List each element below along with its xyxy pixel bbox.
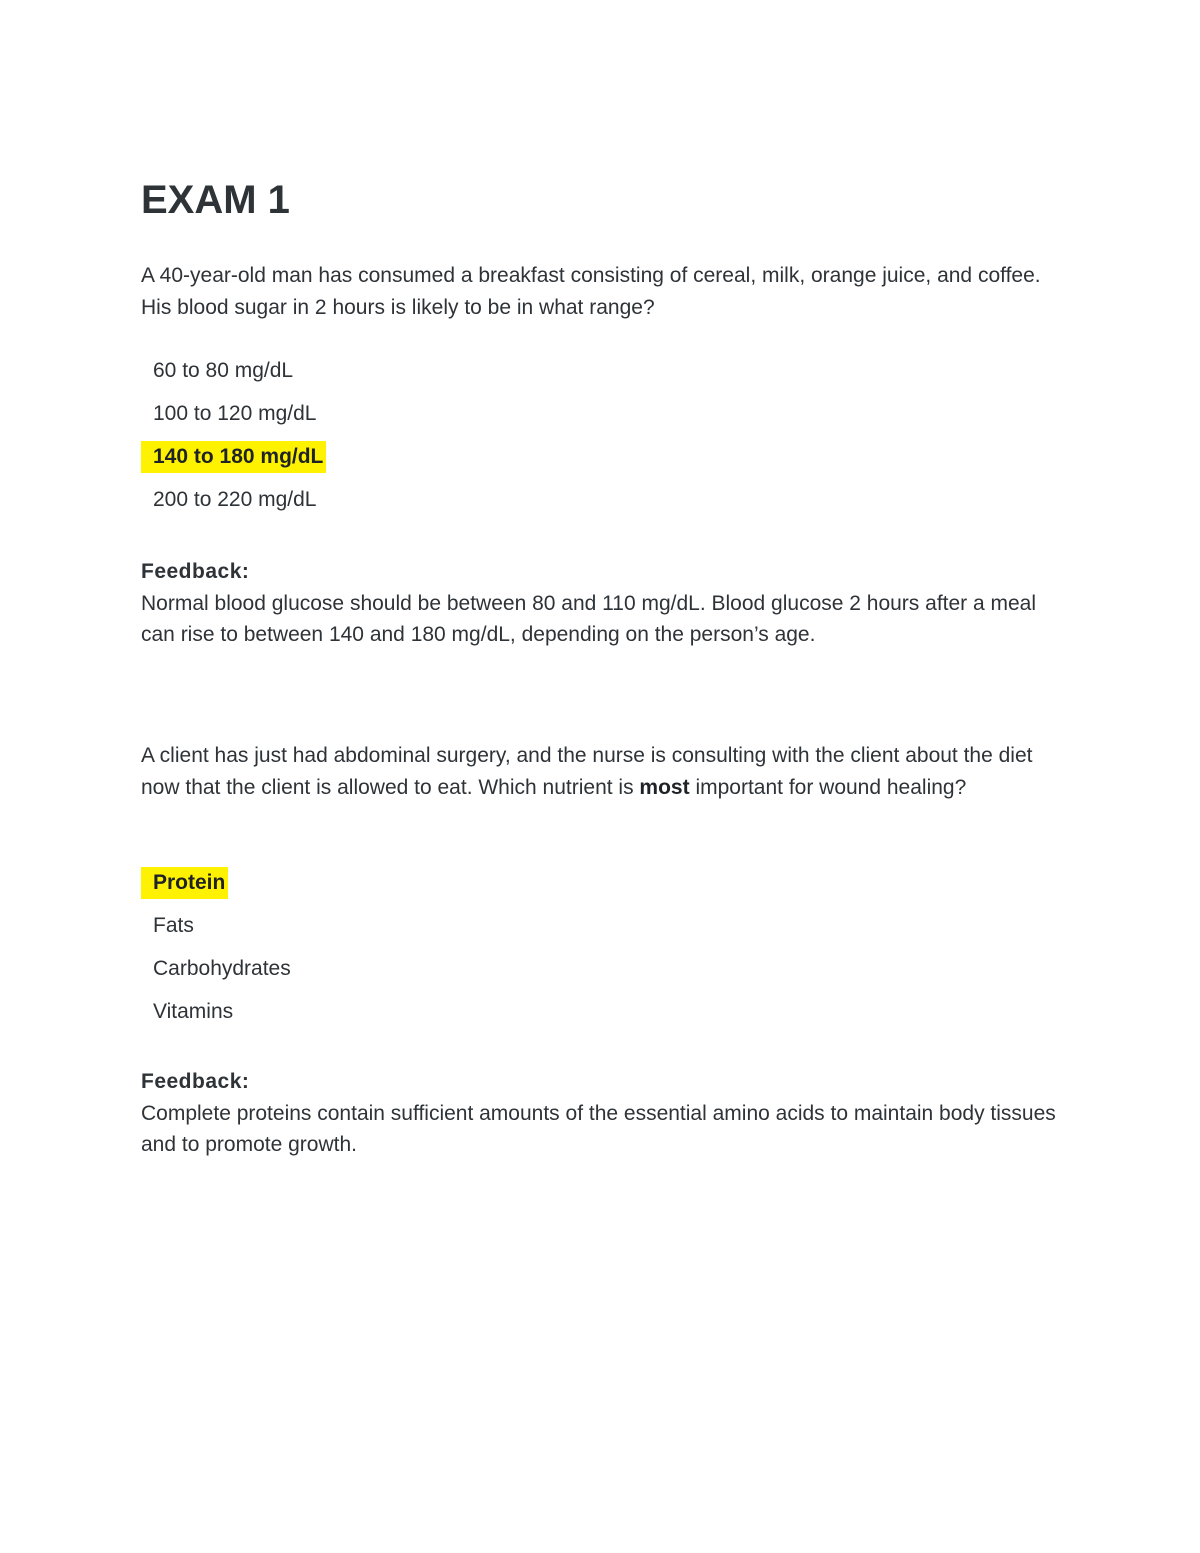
question-2-option-d: Vitamins <box>153 1000 234 1023</box>
question-2-text-after: important for wound healing? <box>689 776 967 799</box>
question-1-feedback-label: Feedback: <box>141 560 250 583</box>
question-1-option-d: 200 to 220 mg/dL <box>153 488 317 511</box>
question-2-text <box>141 740 1066 804</box>
question-2-feedback-text: Complete proteins contain sufficient amounts of the essential amino acids to maintain body tissues and to promote growth. <box>141 1102 1056 1156</box>
question-1-text: A 40-year-old man has consumed a breakfast consisting of cereal, milk, orange juice, and coffee. His blood sugar in 2 hours is likely to be in what range? <box>141 264 1041 319</box>
question-2-options <box>141 867 291 1039</box>
question-2-option-c: Carbohydrates <box>153 957 291 980</box>
question-1-option-b: 100 to 120 mg/dL <box>153 402 317 425</box>
question-2-option-b: Fats <box>153 914 194 937</box>
question-1-feedback-text: Normal blood glucose should be between 80 and 110 mg/dL. Blood glucose 2 hours after a meal can rise to between 140 and 180 mg/dL, depending on the person’s age. <box>141 592 1037 646</box>
question-1-options <box>141 355 326 527</box>
question-2-text-before: A client has just had abdominal surgery, and the nurse is consulting with the client about the diet now that the client is allowed to eat. Which nutrient is <box>141 744 1033 799</box>
question-1-option-a: 60 to 80 mg/dL <box>153 359 294 382</box>
question-2-text-bold: most <box>639 776 690 799</box>
question-1-option-c-correct: 140 to 180 mg/dL <box>141 441 326 473</box>
page-title: EXAM 1 <box>141 178 290 222</box>
question-2-option-a-correct: Protein <box>141 867 228 899</box>
question-2-feedback-label: Feedback: <box>141 1070 250 1093</box>
